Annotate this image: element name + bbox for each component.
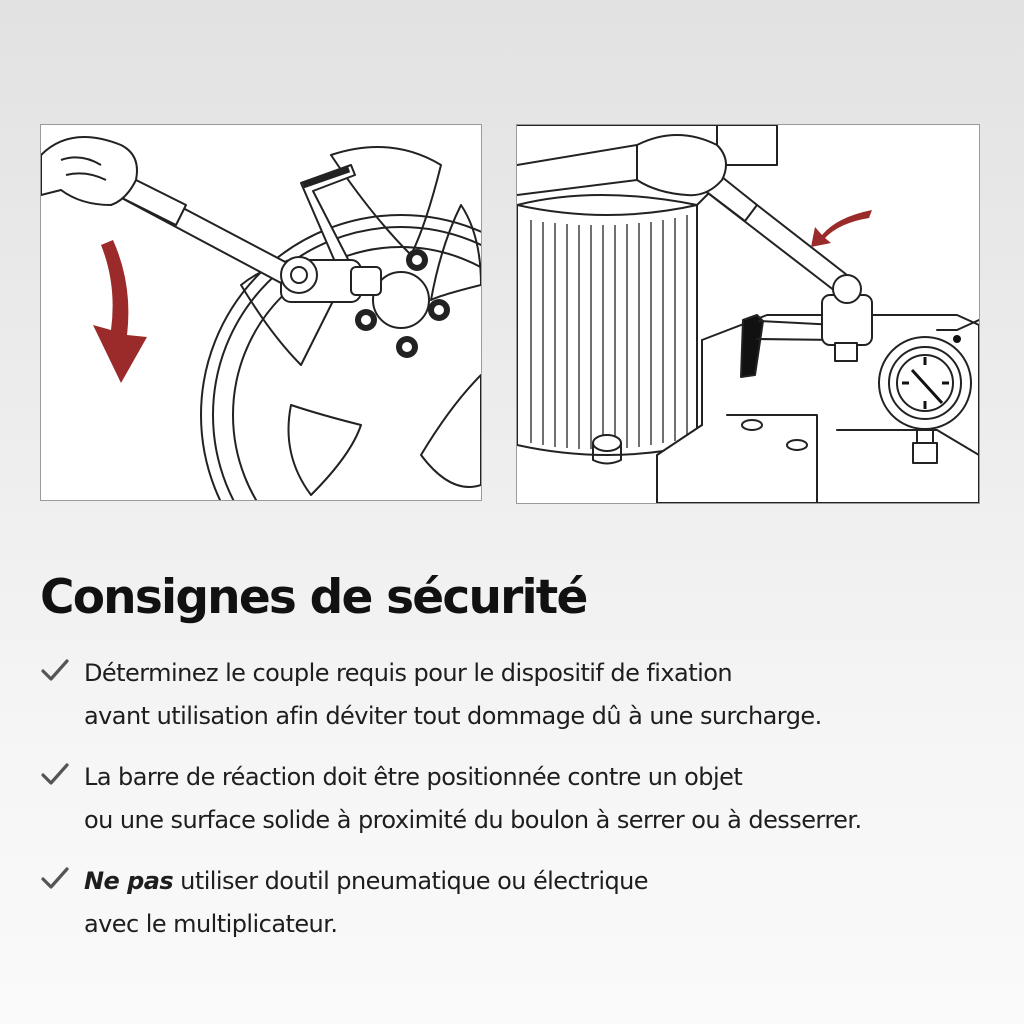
check-icon [40,762,70,786]
rotation-arrow-icon [93,240,147,383]
wheel-wrench-drawing [41,125,481,500]
instruction-line [84,860,1020,903]
section-title: Consignes de sécurité [40,570,587,625]
check-icon [40,866,70,890]
list-item [40,756,1020,842]
instruction-line: avant utilisation afin déviter tout dommage dû à une surcharge. [84,702,822,730]
instruction-line: La barre de réaction doit être positionnée contre un objet [84,763,743,791]
instruction-text: utiliser doutil pneumatique ou électrique [173,867,649,895]
instruction-line: avec le multiplicateur. [84,910,338,938]
instruction-line: Déterminez le couple requis pour le dispositif de fixation [84,659,732,687]
list-item [40,652,1020,738]
illustration-bench-torque [516,124,980,504]
instruction-line: ou une surface solide à proximité du boulon à serrer ou à desserrer. [84,806,862,834]
rotation-arrow-icon [811,210,872,247]
safety-instructions-list [40,652,1020,964]
check-icon [40,658,70,682]
list-item [40,860,1020,946]
bench-wrench-drawing [517,125,979,503]
illustration-wheel-torque [40,124,482,501]
emphasis-text: Ne pas [84,867,174,895]
